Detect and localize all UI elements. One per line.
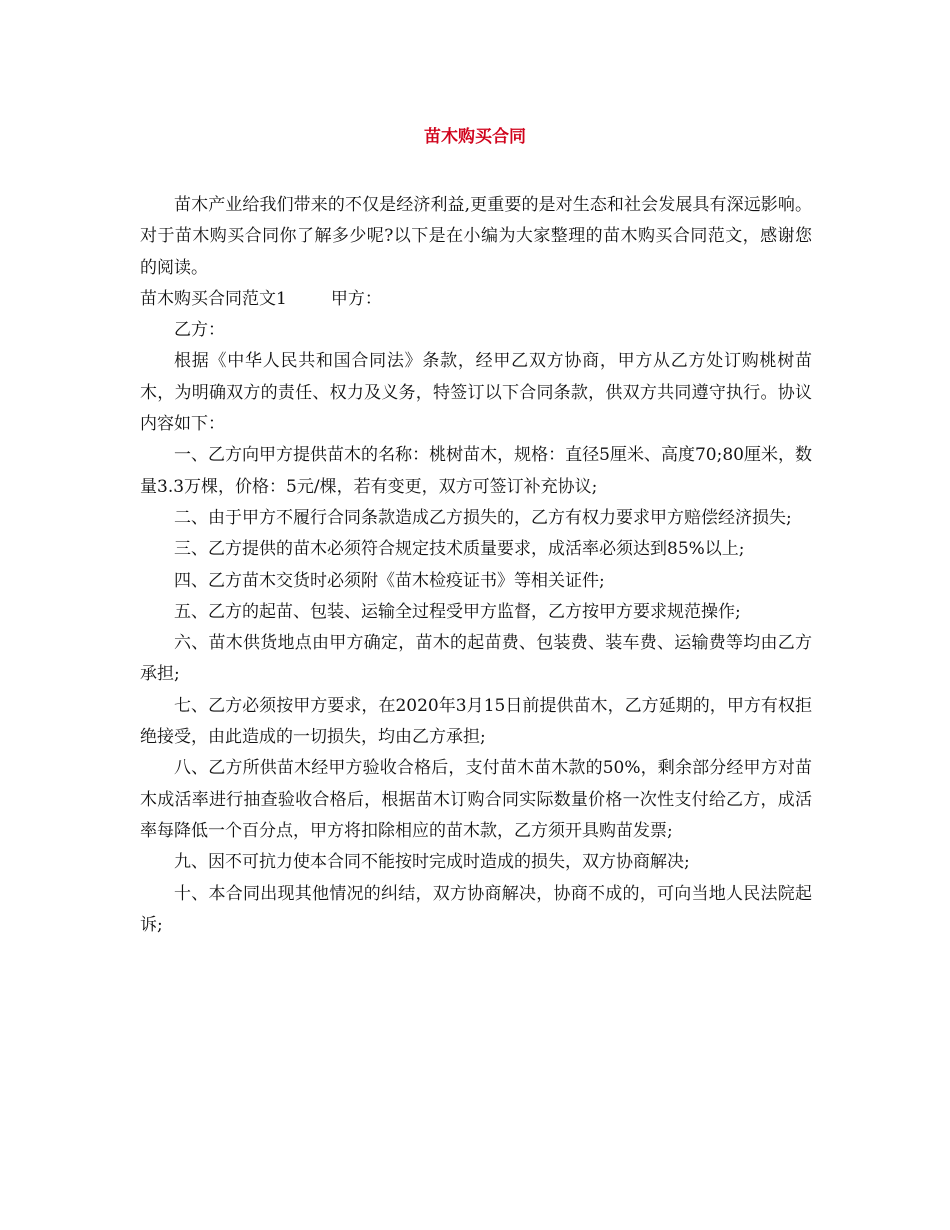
clause-paragraph: 四、乙方苗木交货时必须附《苗木检疫证书》等相关证件; — [174, 570, 605, 591]
section-heading-line — [140, 284, 812, 315]
clause-paragraph: 六、苗木供货地点由甲方确定，苗木的起苗费、包装费、装车费、运输费等均由乙方承担; — [140, 633, 812, 685]
section-heading: 苗木购买合同范文1 — [140, 288, 287, 309]
clause-paragraph: 十、本合同出现其他情况的纠结，双方协商解决，协商不成的，可向当地人民法院起诉; — [140, 883, 812, 935]
clause-paragraph: 五、乙方的起苗、包装、运输全过程受甲方监督，乙方按甲方要求规范操作; — [174, 601, 741, 622]
clause-paragraph: 三、乙方提供的苗木必须符合规定技术质量要求，成活率必须达到85%以上; — [174, 539, 745, 560]
clause-paragraph: 八、乙方所供苗木经甲方验收合格后，支付苗木苗木款的50%，剩余部分经甲方对苗木成活率进行抽查验收合格后，根据苗木订购合同实际数量价格一次性支付给乙方，成活率每降低一个百分点，甲方将扣除相应的苗木款，乙方须开具购苗发票; — [140, 758, 812, 841]
clause-paragraph: 九、因不可抗力使本合同不能按时完成时造成的损失，双方协商解决; — [174, 852, 690, 873]
preamble-paragraph: 根据《中华人民共和国合同法》条款，经甲乙双方协商，甲方从乙方处订购桃树苗木，为明确双方的责任、权力及义务，特签订以下合同条款，供双方共同遵守执行。协议内容如下： — [140, 351, 812, 435]
clause-paragraph: 七、乙方必须按甲方要求，在2020年3月15日前提供苗木，乙方延期的，甲方有权拒绝接受，由此造成的一切损失，均由乙方承担; — [140, 695, 812, 748]
party-b-label: 乙方： — [174, 320, 225, 341]
party-a-label: 甲方： — [330, 288, 382, 309]
clause-paragraph: 一、乙方向甲方提供苗木的名称：桃树苗木，规格：直径5厘米、高度70;80厘米，数量3.3万棵，价格：5元/棵，若有变更，双方可签订补充协议; — [140, 445, 812, 497]
document-title: 苗木购买合同 — [424, 127, 526, 147]
document-body — [140, 190, 812, 941]
clause-paragraph: 二、由于甲方不履行合同条款造成乙方损失的，乙方有权力要求甲方赔偿经济损失; — [174, 507, 792, 528]
intro-paragraph: 苗木产业给我们带来的不仅是经济利益,更重要的是对生态和社会发展具有深远影响。对于苗木购买合同你了解多少呢?以下是在小编为大家整理的苗木购买合同范文，感谢您的阅读。 — [140, 195, 812, 278]
